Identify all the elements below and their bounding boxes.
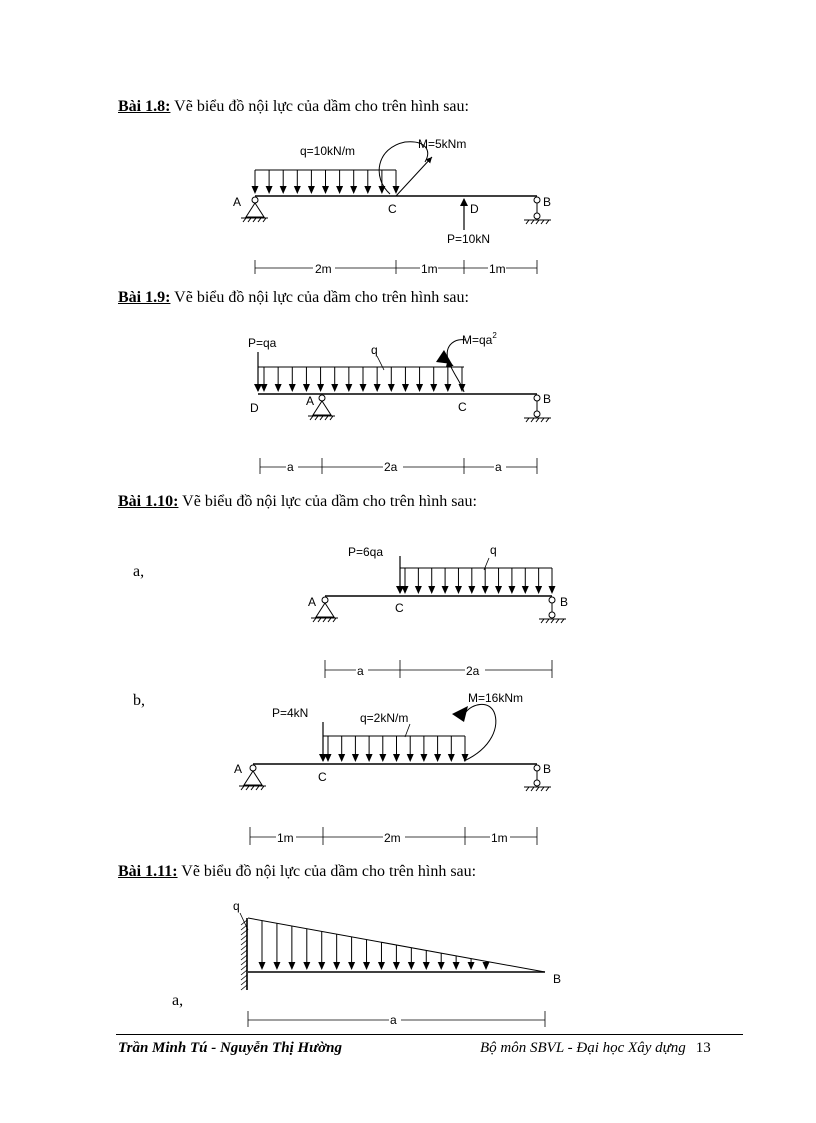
load-q-label: q (233, 899, 240, 913)
problem-text: Vẽ biểu đồ nội lực của dầm cho trên hình sau: (170, 98, 469, 115)
load-arrowhead (423, 962, 430, 970)
dimension-label: 2a (384, 460, 398, 474)
sub-label-b: b, (133, 692, 145, 709)
load-arrowhead (483, 962, 490, 970)
dimension-label: 2m (384, 831, 401, 845)
dimension-label: 2a (466, 664, 480, 678)
problem-label: Bài 1.9: (118, 289, 171, 306)
load-arrowhead (333, 962, 340, 970)
hatch-line (241, 980, 247, 985)
dimension-label: 1m (421, 262, 438, 276)
footer-rule (116, 1034, 743, 1035)
hatch-line (241, 975, 247, 980)
hatch-line (241, 985, 247, 990)
hatch-line (241, 930, 247, 935)
hatch-line (241, 940, 247, 945)
node-d-label: D (470, 202, 479, 216)
problem-text: Vẽ biểu đồ nội lực của dầm cho trên hình sau: (170, 289, 469, 306)
problem-text: Vẽ biểu đồ nội lực của dầm cho trên hình sau: (177, 863, 477, 880)
node-c-label: C (395, 601, 404, 615)
node-b-label: B (553, 972, 562, 986)
load-arrowhead (318, 962, 325, 970)
node-b-label: B (543, 392, 552, 406)
hatch-line (241, 970, 247, 975)
sub-label-a: a, (133, 563, 145, 580)
hatch-line (241, 960, 247, 965)
dimension-label: 1m (277, 831, 294, 845)
hatch-line (241, 935, 247, 940)
load-q-label: q (490, 543, 497, 557)
node-b-label: B (560, 595, 569, 609)
load-arrowhead (468, 962, 475, 970)
node-b-label: B (543, 762, 552, 776)
page-number: 13 (695, 1040, 711, 1056)
point-load-label: P=6qa (348, 545, 384, 559)
node-a-label: A (234, 762, 243, 776)
load-arrowhead (378, 962, 385, 970)
point-load-label: P=4kN (272, 706, 309, 720)
hatch-line (241, 965, 247, 970)
moment-label: M=5kNm (418, 137, 467, 151)
point-load-label: P=10kN (447, 232, 491, 246)
problem-label: Bài 1.11: (118, 863, 178, 880)
problem-label: Bài 1.8: (118, 98, 171, 115)
dimension-label: a (287, 460, 294, 474)
node-c-label: C (318, 770, 327, 784)
load-q-label: q=2kN/m (360, 711, 409, 725)
load-arrowhead (348, 962, 355, 970)
hatch-line (241, 950, 247, 955)
problem-text: Vẽ biểu đồ nội lực của dầm cho trên hình sau: (178, 493, 477, 510)
node-a-label: A (306, 394, 315, 408)
load-arrowhead (288, 962, 295, 970)
problem-label: Bài 1.10: (118, 493, 179, 510)
moment-label: M=16kNm (468, 691, 524, 705)
dimension-label: a (357, 664, 364, 678)
node-b-label: B (543, 195, 552, 209)
dimension-label: 1m (491, 831, 508, 845)
hatch-line (241, 945, 247, 950)
moment-label: $M=qa^2$ (462, 331, 497, 347)
dimension-label: a (390, 1013, 397, 1027)
footer-department (480, 1040, 711, 1057)
fixed-support (241, 918, 247, 990)
hatch-line (241, 955, 247, 960)
footer-dept-text: Bộ môn SBVL - Đại học Xây dựng (480, 1040, 686, 1056)
load-arrowhead (408, 962, 415, 970)
footer-authors: Trần Minh Tú - Nguyễn Thị Hường (118, 1040, 343, 1056)
point-load-label: P=qa (248, 336, 277, 350)
node-c-label: C (388, 202, 397, 216)
dimension-label: 2m (315, 262, 332, 276)
sub-label-a: a, (172, 992, 184, 1009)
dimension-label: a (495, 460, 502, 474)
load-arrowhead (393, 962, 400, 970)
node-d-label: D (250, 401, 259, 415)
load-q-label: q (371, 343, 378, 357)
node-a-label: A (308, 595, 317, 609)
dimension-label: 1m (489, 262, 506, 276)
load-q-label: q=10kN/m (300, 144, 356, 158)
load-arrowhead (259, 962, 266, 970)
load-arrowhead (438, 962, 445, 970)
triangular-load (248, 918, 545, 972)
node-a-label: A (233, 195, 242, 209)
load-arrowhead (303, 962, 310, 970)
load-arrowhead (453, 962, 460, 970)
node-c-label: C (458, 400, 467, 414)
load-arrowhead (363, 962, 370, 970)
load-arrowhead (273, 962, 280, 970)
